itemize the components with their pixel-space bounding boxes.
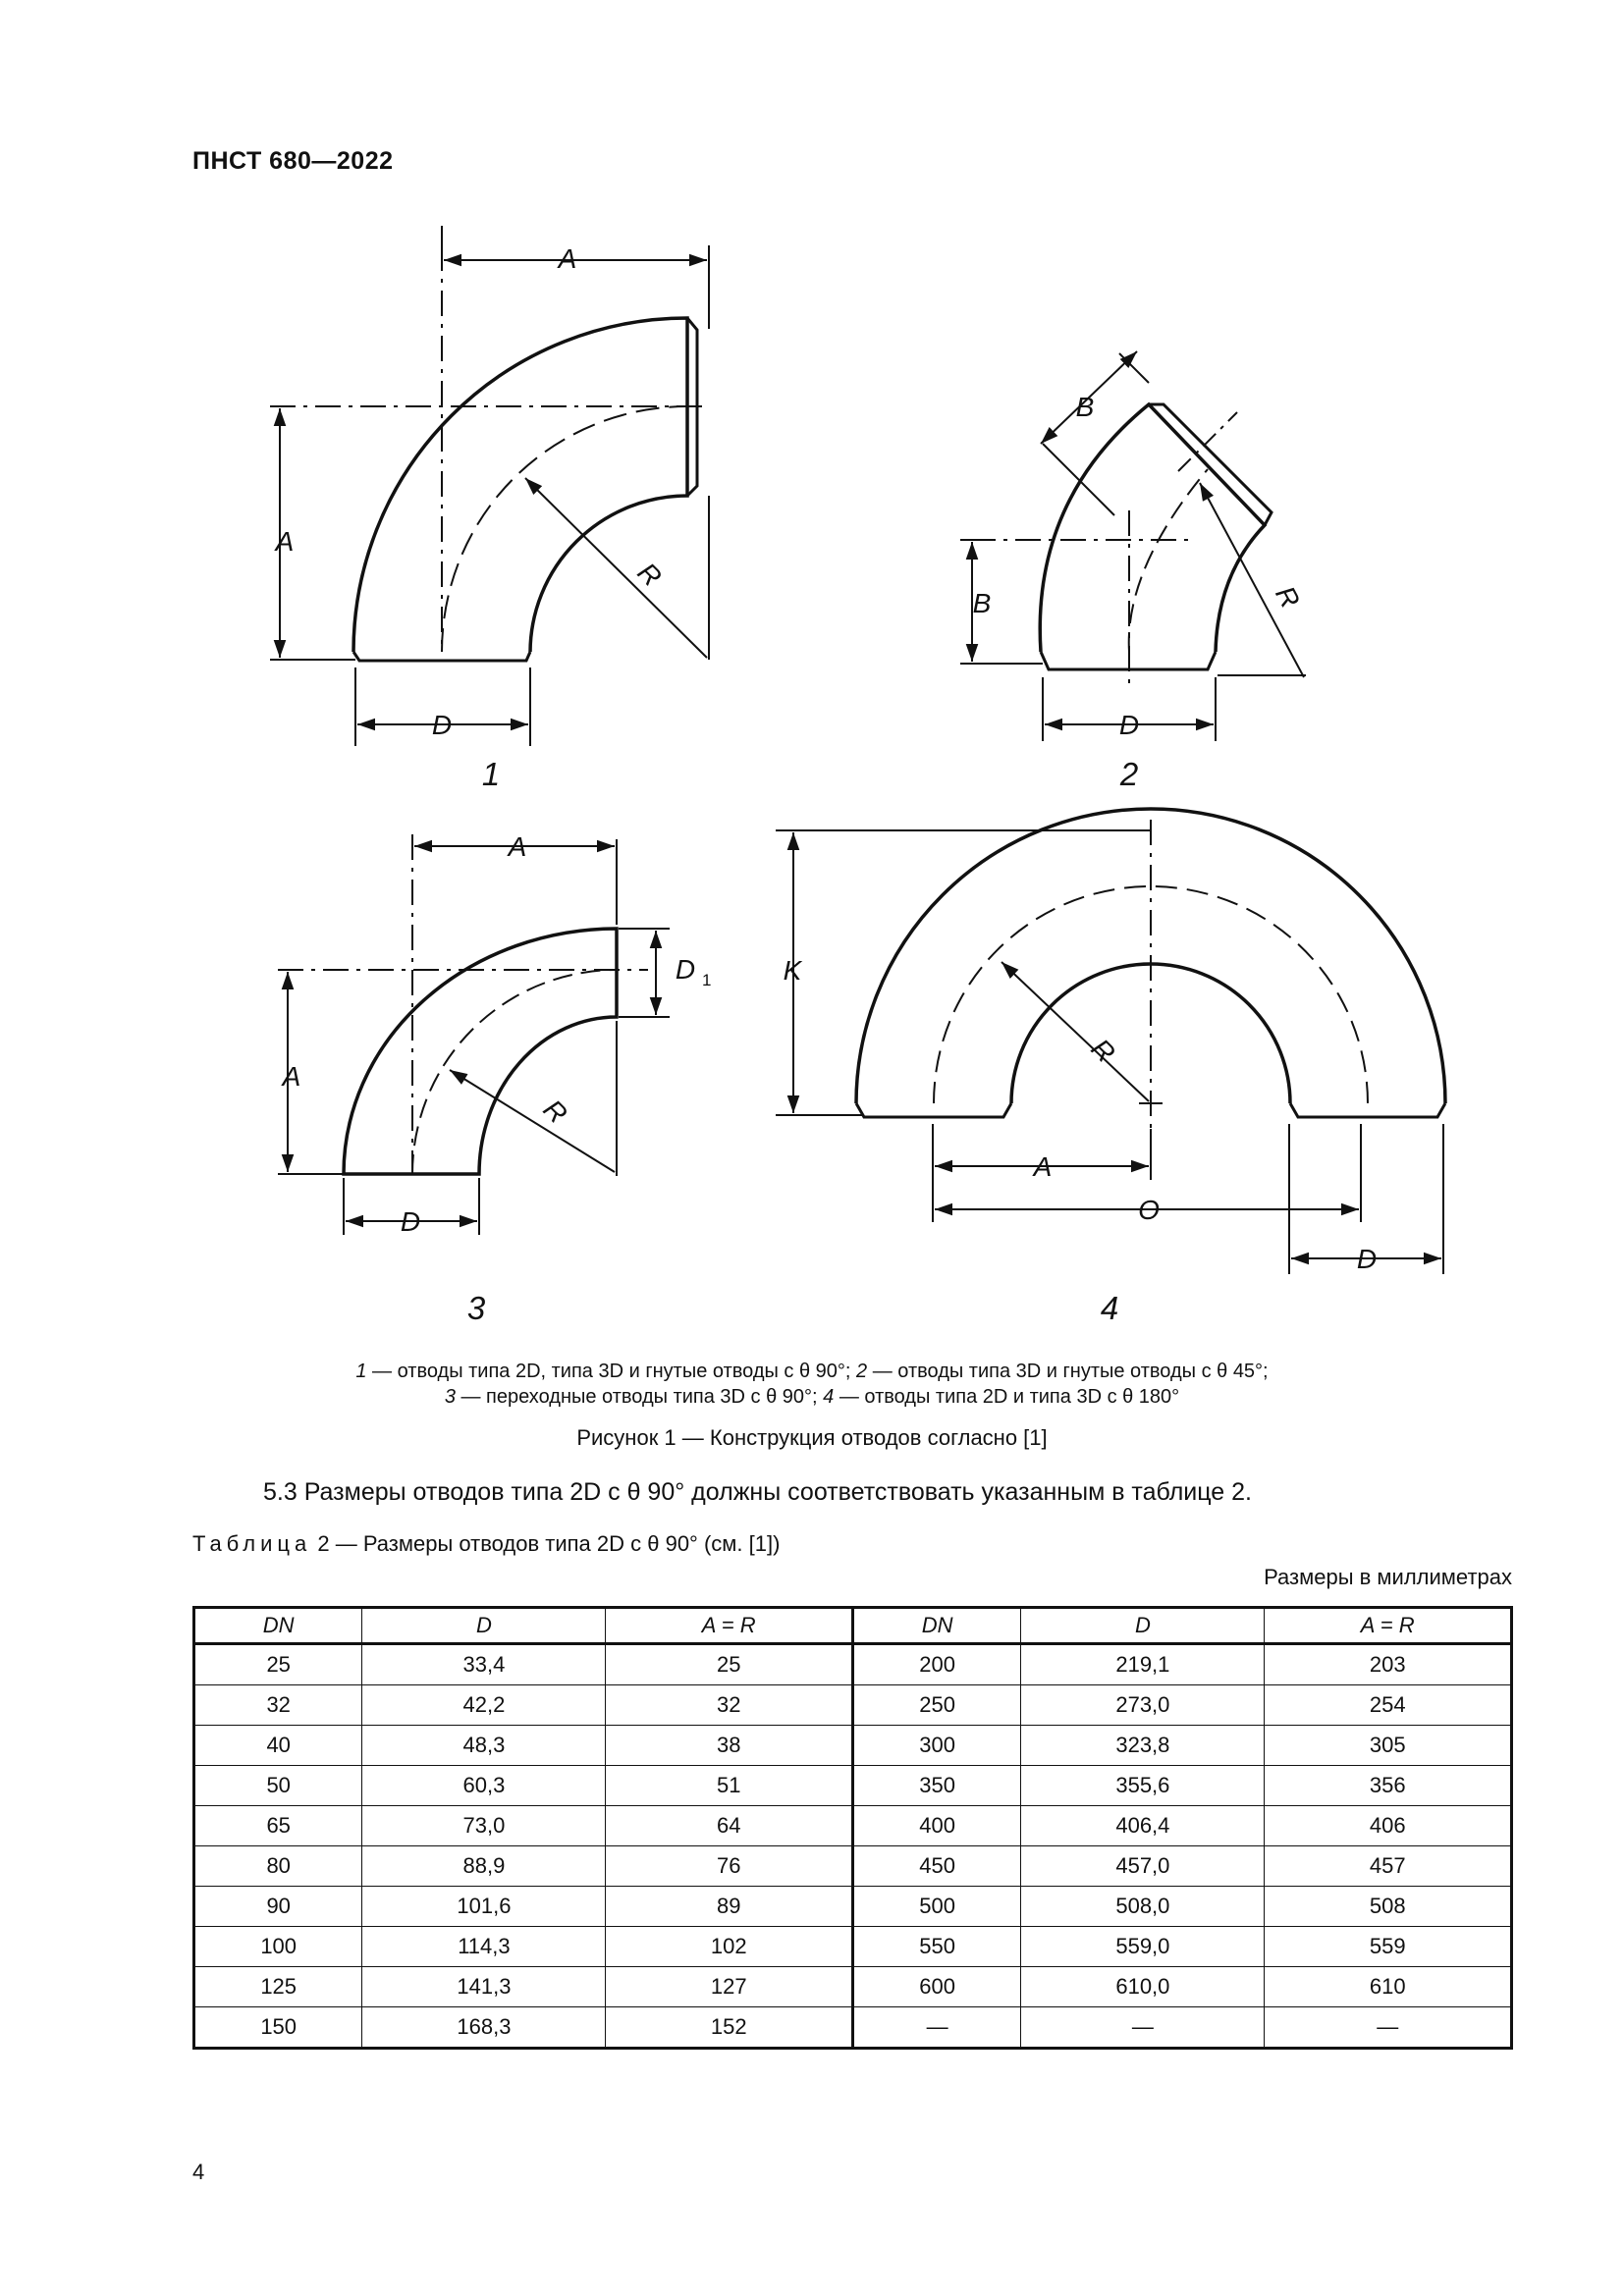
dim-label-r: R <box>631 557 668 593</box>
dimensions-table <box>192 1606 1513 2050</box>
dim-label-d1-subscript: 1 <box>702 971 712 989</box>
table-units-note: Размеры в миллиметрах <box>1264 1565 1512 1589</box>
cell-dn: 200 <box>852 1644 1020 1685</box>
cell-d: 355,6 <box>1021 1766 1265 1806</box>
cell-d: 73,0 <box>362 1806 606 1846</box>
cell-a-r: 51 <box>606 1766 853 1806</box>
table-row <box>194 1846 1512 1887</box>
header-dn: DN <box>852 1608 1020 1644</box>
cell-dn: 80 <box>194 1846 362 1887</box>
cell-d: 48,3 <box>362 1726 606 1766</box>
dim-label-d: D <box>431 710 453 740</box>
header-a-r: A = R <box>606 1608 853 1644</box>
dim-label-d1: D <box>675 954 696 985</box>
table-row <box>194 1806 1512 1846</box>
dim-label-r: R <box>1270 581 1306 614</box>
dim-label-d: D <box>1356 1244 1378 1274</box>
cell-a-r: 356 <box>1265 1766 1512 1806</box>
cell-dn: 350 <box>852 1766 1020 1806</box>
cell-a-r: 38 <box>606 1726 853 1766</box>
dim-label-o: O <box>1138 1195 1160 1225</box>
cell-dn: 300 <box>852 1726 1020 1766</box>
panel-number-2: 2 <box>1119 756 1139 792</box>
cell-d: 273,0 <box>1021 1685 1265 1726</box>
cell-dn: 500 <box>852 1887 1020 1927</box>
cell-d: 88,9 <box>362 1846 606 1887</box>
elbow-45-drawing <box>960 351 1306 741</box>
cell-dn: 600 <box>852 1967 1020 2007</box>
cell-dn: 100 <box>194 1927 362 1967</box>
cell-a-r: — <box>1265 2007 1512 2049</box>
table-row <box>194 1887 1512 1927</box>
figure-legend-line-2 <box>0 1384 1624 1410</box>
cell-dn: — <box>852 2007 1020 2049</box>
cell-d: 60,3 <box>362 1766 606 1806</box>
page-number: 4 <box>192 2160 205 2184</box>
cell-a-r: 254 <box>1265 1685 1512 1726</box>
table-header-row <box>194 1608 1512 1644</box>
legend-text: — отводы типа 2D и типа 3D с θ 180° <box>834 1386 1180 1408</box>
cell-d: 457,0 <box>1021 1846 1265 1887</box>
dim-label-d: D <box>1118 710 1140 740</box>
elbow-90-drawing <box>270 226 709 746</box>
cell-dn: 400 <box>852 1806 1020 1846</box>
legend-key: 3 <box>444 1386 456 1408</box>
dim-label-b: B <box>1075 392 1095 422</box>
dim-label-a: A <box>1033 1151 1053 1182</box>
cell-a-r: 25 <box>606 1644 853 1685</box>
cell-a-r: 89 <box>606 1887 853 1927</box>
dim-label-a: A <box>282 1061 301 1092</box>
cell-a-r: 457 <box>1265 1846 1512 1887</box>
panel-number-3: 3 <box>466 1290 486 1326</box>
table-title-label: Таблица <box>192 1531 312 1556</box>
cell-a-r: 32 <box>606 1685 853 1726</box>
cell-d: 323,8 <box>1021 1726 1265 1766</box>
dim-label-a: A <box>275 526 295 557</box>
figure-title: Рисунок 1 — Конструкция отводов согласно [1] <box>576 1425 1048 1450</box>
legend-key: 2 <box>856 1361 868 1382</box>
cell-a-r: 406 <box>1265 1806 1512 1846</box>
dim-label-r: R <box>537 1094 573 1130</box>
cell-d: 168,3 <box>362 2007 606 2049</box>
figure-legend-line-1 <box>0 1359 1624 1384</box>
cell-d: 114,3 <box>362 1927 606 1967</box>
reducing-elbow-drawing <box>278 834 670 1235</box>
cell-a-r: 305 <box>1265 1726 1512 1766</box>
dim-label-b: B <box>972 588 992 618</box>
table-row <box>194 1967 1512 2007</box>
cell-a-r: 559 <box>1265 1927 1512 1967</box>
header-a-r: A = R <box>1265 1608 1512 1644</box>
cell-dn: 40 <box>194 1726 362 1766</box>
legend-key: 1 <box>355 1361 367 1382</box>
dim-label-a: A <box>558 243 577 274</box>
body-paragraph: 5.3 Размеры отводов типа 2D с θ 90° должны соответствовать указанным в таблице 2. <box>263 1478 1252 1506</box>
cell-d: 508,0 <box>1021 1887 1265 1927</box>
cell-a-r: 64 <box>606 1806 853 1846</box>
panel-number-4: 4 <box>1100 1290 1119 1326</box>
table-row <box>194 1644 1512 1685</box>
header-d: D <box>1021 1608 1265 1644</box>
cell-d: 42,2 <box>362 1685 606 1726</box>
cell-a-r: 610 <box>1265 1967 1512 2007</box>
document-id: ПНСТ 680—2022 <box>192 147 394 175</box>
cell-dn: 550 <box>852 1927 1020 1967</box>
cell-a-r: 203 <box>1265 1644 1512 1685</box>
cell-d: 559,0 <box>1021 1927 1265 1967</box>
cell-dn: 125 <box>194 1967 362 2007</box>
dim-label-r: R <box>1085 1033 1121 1069</box>
dim-label-d: D <box>400 1206 421 1237</box>
header-d: D <box>362 1608 606 1644</box>
table-title <box>192 1531 780 1557</box>
cell-d: — <box>1021 2007 1265 2049</box>
table-title-text: 2 — Размеры отводов типа 2D с θ 90° (см. [1]) <box>311 1531 781 1556</box>
cell-a-r: 76 <box>606 1846 853 1887</box>
cell-dn: 250 <box>852 1685 1020 1726</box>
table-row <box>194 1726 1512 1766</box>
cell-dn: 50 <box>194 1766 362 1806</box>
legend-text: — переходные отводы типа 3D с θ 90°; <box>455 1386 824 1408</box>
panel-number-1: 1 <box>481 756 501 792</box>
table-row <box>194 2007 1512 2049</box>
table-row <box>194 1927 1512 1967</box>
cell-dn: 65 <box>194 1806 362 1846</box>
cell-dn: 90 <box>194 1887 362 1927</box>
cell-a-r: 127 <box>606 1967 853 2007</box>
legend-key: 4 <box>823 1386 835 1408</box>
cell-d: 406,4 <box>1021 1806 1265 1846</box>
cell-d: 219,1 <box>1021 1644 1265 1685</box>
cell-d: 101,6 <box>362 1887 606 1927</box>
legend-text: — отводы типа 2D, типа 3D и гнутые отводы с θ 90°; <box>366 1361 857 1382</box>
cell-dn: 25 <box>194 1644 362 1685</box>
dim-label-a: A <box>508 831 527 862</box>
table-row <box>194 1685 1512 1726</box>
cell-d: 610,0 <box>1021 1967 1265 2007</box>
cell-a-r: 152 <box>606 2007 853 2049</box>
cell-a-r: 508 <box>1265 1887 1512 1927</box>
header-dn: DN <box>194 1608 362 1644</box>
dim-label-k: K <box>783 955 802 986</box>
cell-dn: 450 <box>852 1846 1020 1887</box>
cell-dn: 150 <box>194 2007 362 2049</box>
cell-d: 141,3 <box>362 1967 606 2007</box>
cell-a-r: 102 <box>606 1927 853 1967</box>
cell-d: 33,4 <box>362 1644 606 1685</box>
legend-text: — отводы типа 3D и гнутые отводы с θ 45°; <box>867 1361 1269 1382</box>
cell-dn: 32 <box>194 1685 362 1726</box>
table-row <box>194 1766 1512 1806</box>
